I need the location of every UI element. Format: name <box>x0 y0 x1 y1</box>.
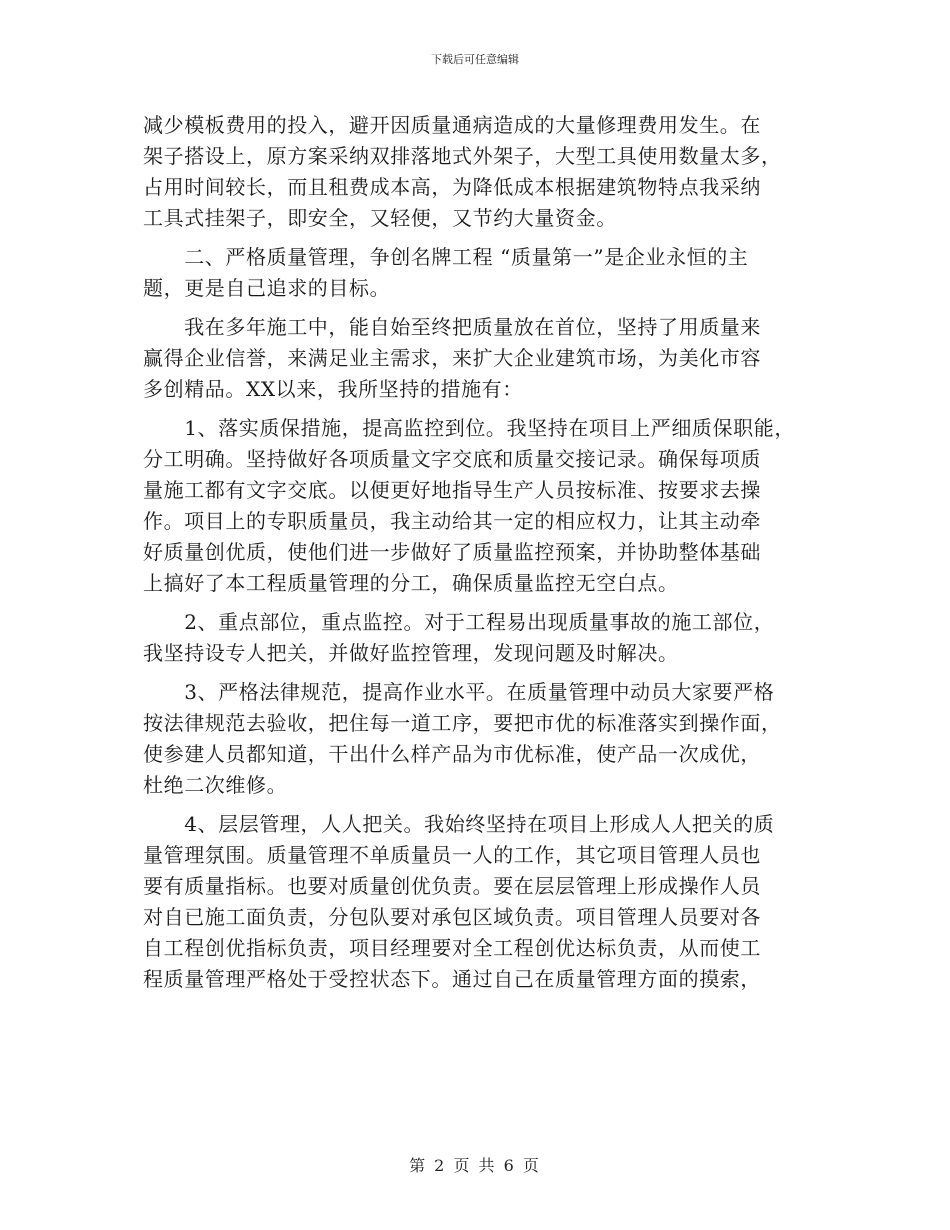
footer-suffix: 页 <box>522 1156 541 1175</box>
text-line: 使参建人员都知道，干出什么样产品为市优标准，使产品一次成优， <box>143 742 761 766</box>
text-line: 我坚持设专人把关，并做好监控管理，发现问题及时解决。 <box>143 641 679 665</box>
page-footer <box>0 1156 950 1176</box>
text-line: 减少模板费用的投入，避开因质量通病造成的大量修理费用发生。在 <box>143 113 761 137</box>
text-line: 多创精品。XX以来，我所坚持的措施有： <box>143 377 523 401</box>
text-line: 工具式挂架子，即安全，又轻便，又节约大量资金。 <box>143 206 617 230</box>
text-line: 我在多年施工中，能自始至终把质量放在首位，坚持了用质量来 <box>143 315 761 339</box>
text-line: 2、重点部位，重点监控。对于工程易出现质量事故的施工部位， <box>143 610 775 634</box>
text-line: 对自已施工面负责，分包队要对承包区域负责。项目管理人员要对各 <box>143 905 761 929</box>
text-line: 自工程创优指标负责，项目经理要对全工程创优达标负责，从而使工 <box>143 936 761 960</box>
text-line: 程质量管理严格处于受控状态下。通过自己在质量管理方面的摸索， <box>143 967 761 991</box>
paragraph <box>143 677 815 801</box>
text-line: 3、严格法律规范，提高作业水平。在质量管理中动员大家要严格 <box>143 680 775 704</box>
text-line: 上搞好了本工程质量管理的分工，确保质量监控无空白点。 <box>143 571 679 595</box>
text-line: 要有质量指标。也要对质量创优负责。要在层层管理上形成操作人员 <box>143 874 761 898</box>
document-body <box>143 110 815 1003</box>
text-line: 二、严格质量管理，争创名牌工程 “质量第一”是企业永恒的主 <box>143 245 749 269</box>
text-line: 架子搭设上，原方案采纳双排落地式外架子，大型工具使用数量太多， <box>143 144 782 168</box>
text-line: 占用时间较长，而且租费成本高，为降低成本根据建筑物特点我采纳 <box>143 175 761 199</box>
paragraph <box>143 413 815 599</box>
text-line: 题，更是自己追求的目标。 <box>143 276 391 300</box>
text-line: 按法律规范去验收，把住每一道工序，要把市优的标准落实到操作面， <box>143 711 782 735</box>
page-header <box>0 53 950 67</box>
text-line: 杜绝二次维修。 <box>143 773 288 797</box>
text-line: 好质量创优质，使他们进一步做好了质量监控预案，并协助整体基础 <box>143 540 761 564</box>
total-page-count: 6 <box>503 1156 516 1175</box>
footer-prefix: 第 <box>409 1156 428 1175</box>
text-line: 分工明确。坚持做好各项质量文字交底和质量交接记录。确保每项质 <box>143 447 761 471</box>
header-text: 下载后可任意编辑 <box>431 53 519 66</box>
current-page-number: 2 <box>434 1156 447 1175</box>
text-line: 4、层层管理，人人把关。我始终坚持在项目上形成人人把关的质 <box>143 812 775 836</box>
text-line: 赢得企业信誉，来满足业主需求，来扩大企业建筑市场，为美化市容 <box>143 346 761 370</box>
paragraph <box>143 607 815 669</box>
paragraph <box>143 242 815 304</box>
text-line: 量管理氛围。质量管理不单质量员一人的工作，其它项目管理人员也 <box>143 843 761 867</box>
text-line: 作。项目上的专职质量员，我主动给其一定的相应权力，让其主动牵 <box>143 509 761 533</box>
paragraph <box>143 312 815 405</box>
footer-middle: 页 共 <box>453 1156 497 1175</box>
paragraph <box>143 110 815 234</box>
text-line: 1、落实质保措施，提高监控到位。我坚持在项目上严细质保职能， <box>143 416 795 440</box>
paragraph <box>143 809 815 995</box>
text-line: 量施工都有文字交底。以便更好地指导生产人员按标准、按要求去操 <box>143 478 761 502</box>
